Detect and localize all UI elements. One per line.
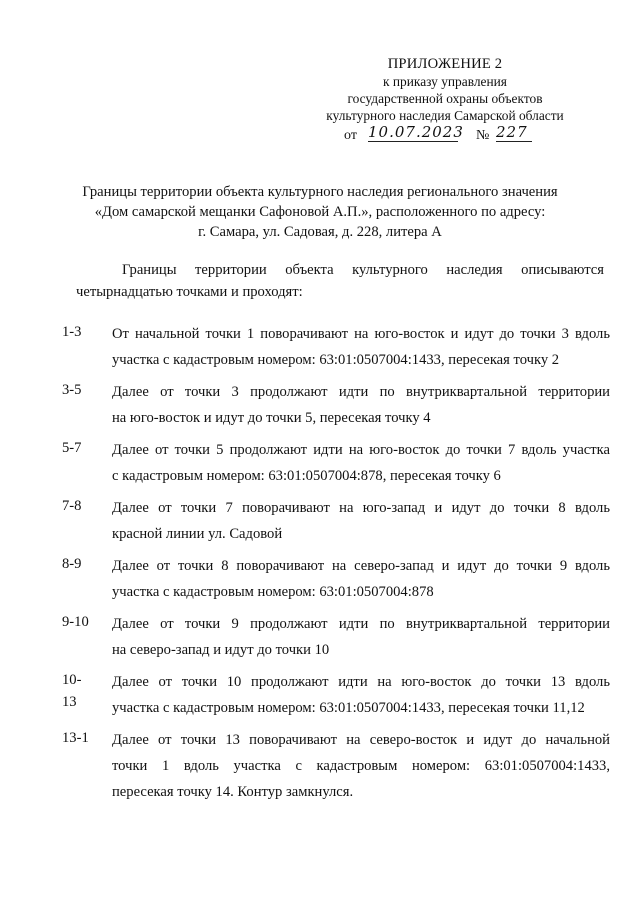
appendix-line-1: к приказу управления [383,74,507,89]
segment-line: на северо-запад и идут до точки 10 [112,642,330,658]
segment-line: Далее от точки 8 поворачивают на северо-запад и идут до точки 9 вдоль [112,558,610,574]
segment-code: 7-8 [62,498,82,514]
segment-line: красной линии ул. Садовой [112,526,283,542]
appendix-header [300,56,590,144]
segment-code: 8-9 [62,556,82,572]
segment-code: 3-5 [62,382,82,398]
order-date: 10.07.2023 [368,123,464,141]
segment-line: Далее от точки 9 продолжают идти по внутриквартальной территории [112,616,610,632]
segment-line: Далее от точки 3 продолжают идти по внутриквартальной территории [112,384,610,400]
segment-code: 10- 13 [62,672,82,710]
segment-line: От начальной точки 1 поворачивают на юго-восток и идут до точки 3 вдоль [112,326,610,342]
number-sign: № [476,128,490,143]
date-prefix: от [344,128,357,143]
segment-line: на юго-восток и идут до точки 5, пересекая точку 4 [112,410,431,426]
segment-description [112,669,610,721]
title-line-3: г. Самара, ул. Садовая, д. 228, литера А [198,224,442,240]
segment-line: Далее от точки 5 продолжают идти на юго-восток до точки 7 вдоль участка [112,442,610,458]
segment-code: 13-1 [62,730,89,746]
segment-line: Далее от точки 13 поворачивают на северо-восток и идут до начальной [112,732,610,748]
segment-code: 5-7 [62,440,82,456]
boundary-segment [50,727,610,805]
boundary-segment [50,321,610,373]
intro-line-1: Границы территории объекта культурного наследия описываются [122,262,604,278]
appendix-line-2: государственной охраны объектов [347,91,543,106]
order-number: 227 [496,123,532,142]
boundary-segment [50,611,610,663]
segment-description [112,321,610,373]
boundary-segment [50,437,610,489]
segment-line: пересекая точку 14. Контур замкнулся. [112,784,354,800]
boundary-segment [50,669,610,721]
boundary-segments-list [50,321,610,811]
segment-description [112,553,610,605]
segment-description [112,611,610,663]
intro-paragraph [76,259,604,303]
segment-description [112,379,610,431]
segment-code: 1-3 [62,324,82,340]
segment-line: участка с кадастровым номером: 63:01:0507004:1433, пересекая точки 11,12 [112,700,585,716]
segment-line: точки 1 вдоль участка с кадастровым номером: 63:01:0507004:1433, [112,758,610,774]
segment-line: Далее от точки 7 поворачивают на юго-запад и идут до точки 8 вдоль [112,500,610,516]
title-line-1: Границы территории объекта культурного наследия регионального значения [82,184,558,200]
segment-description [112,437,610,489]
segment-line: Далее от точки 10 продолжают идти на юго-восток до точки 13 вдоль [112,674,610,690]
boundary-segment [50,495,610,547]
segment-line: участка с кадастровым номером: 63:01:0507004:1433, пересекая точку 2 [112,352,560,368]
segment-code: 9-10 [62,614,89,630]
appendix-line-3: культурного наследия Самарской области [326,108,564,123]
intro-line-2: четырнадцатью точками и проходят: [76,284,303,300]
segment-description [112,727,610,805]
order-reference [300,125,590,144]
title-line-2: «Дом самарской мещанки Сафоновой А.П.», расположенного по адресу: [94,204,546,220]
segment-line: участка с кадастровым номером: 63:01:0507004:878 [112,584,434,600]
segment-description [112,495,610,547]
appendix-title: ПРИЛОЖЕНИЕ 2 [387,56,503,72]
boundary-segment [50,553,610,605]
segment-line: с кадастровым номером: 63:01:0507004:878, пересекая точку 6 [112,468,501,484]
boundary-segment [50,379,610,431]
document-title [60,182,580,242]
